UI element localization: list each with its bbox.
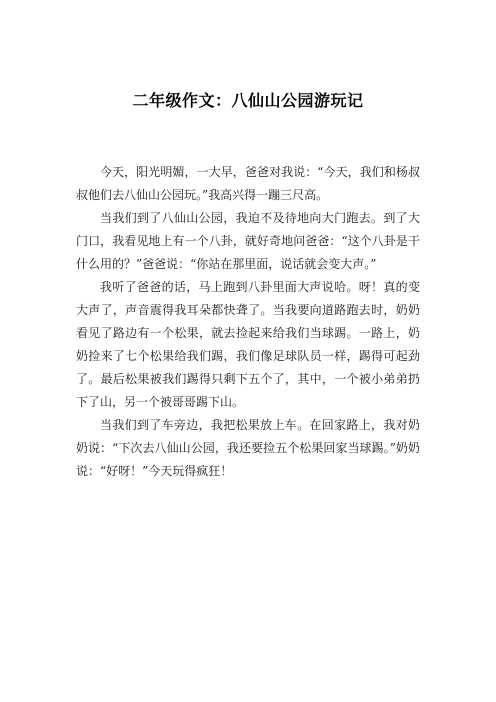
document-title: 二年级作文：八仙山公园游玩记 (132, 91, 364, 110)
document-body (76, 161, 420, 483)
paragraph-1: 今天，阳光明媚，一大早，爸爸对我说：“今天，我们和杨叔叔他们去八仙山公园玩。”我高兴得一蹦三尺高。 (76, 165, 420, 202)
paragraph-4: 当我们到了车旁边，我把松果放上车。在回家路上，我对奶奶说：“下次去八仙山公园，我还要捡五个松果回家当球踢。”奶奶说：“好呀！”今天玩得疯狂！ (76, 418, 420, 478)
paragraph-2: 当我们到了八仙山公园，我迫不及待地向大门跑去。到了大门口，我看见地上有一个八卦，就好奇地问爸爸：“这个八卦是干什么用的？”爸爸说：“你站在那里面，说话就会变大声。” (76, 211, 420, 271)
paragraph-3: 我听了爸爸的话，马上跑到八卦里面大声说哈。呀！真的变大声了，声音震得我耳朵都快聋了。当我要向道路跑去时，奶奶看见了路边有一个松果，就去捡起来给我们当球踢。一路上，奶奶捡来了七个松果给我们踢，我们像足球队员一样，踢得可起劲了。最后松果被我们踢得只剩下五个了，其中，一个被小弟弟扔下了山，另一个被哥哥踢下山。 (76, 280, 420, 409)
